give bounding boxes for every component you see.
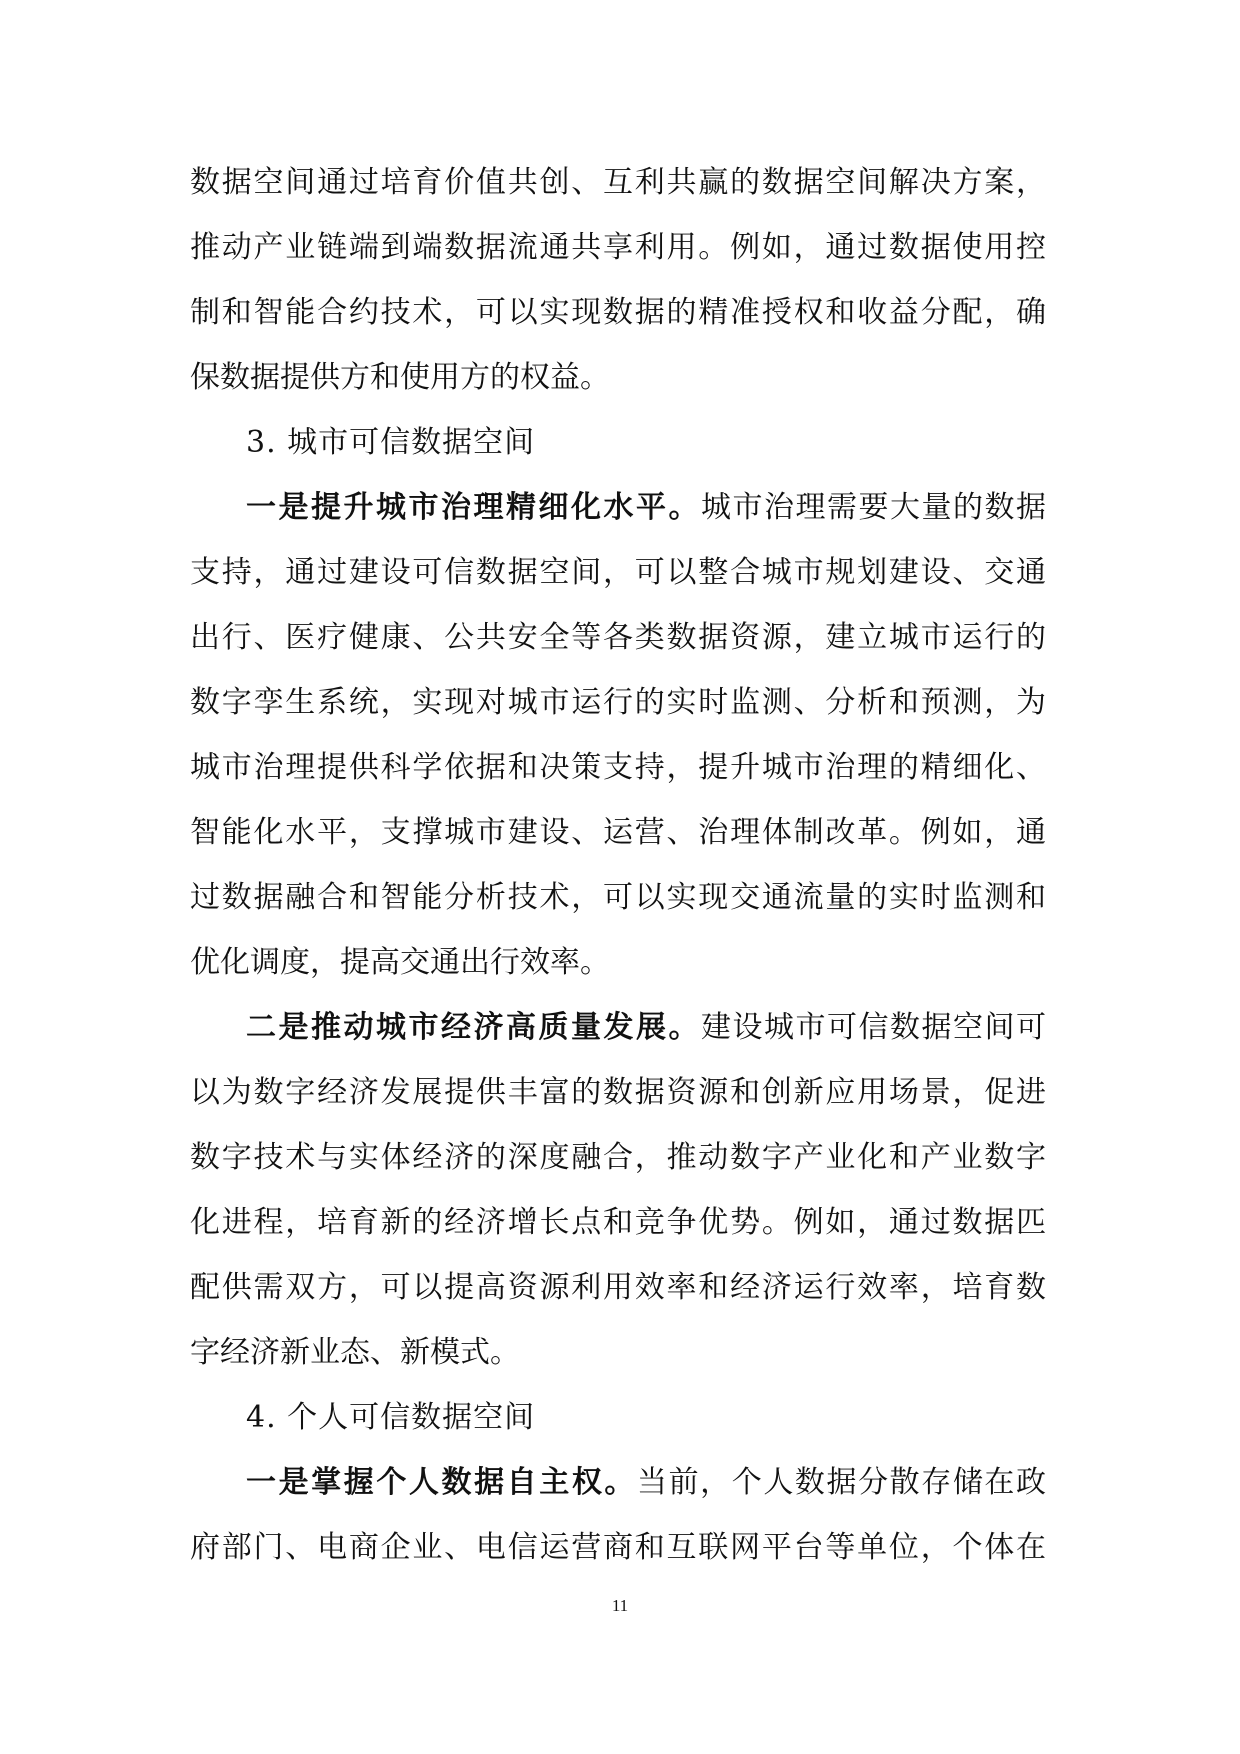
page-number: 11 <box>611 1596 629 1615</box>
text-line: 过数据融合和智能分析技术，可以实现交通流量的实时监测和 <box>190 880 1046 915</box>
text-line: 保数据提供方和使用方的权益。 <box>190 360 610 395</box>
text-line: 推动产业链端到端数据流通共享利用。例如，通过数据使用控 <box>190 230 1046 265</box>
text-line: 制和智能合约技术，可以实现数据的精准授权和收益分配，确 <box>190 295 1046 330</box>
bold-lead-phrase: 一是掌握个人数据自主权。 <box>246 1465 637 1500</box>
text-line: 府部门、电商企业、电信运营商和互联网平台等单位，个体在 <box>190 1530 1046 1565</box>
text-line: 配供需双方，可以提高资源利用效率和经济运行效率，培育数 <box>190 1270 1046 1305</box>
paragraph-first-line <box>190 475 1046 540</box>
paragraph-first-line <box>190 995 1046 1060</box>
text-line: 字经济新业态、新模式。 <box>190 1335 520 1370</box>
text-line: 城市治理提供科学依据和决策支持，提升城市治理的精细化、 <box>190 750 1046 785</box>
lead-line-rest: 城市治理需要大量的数据 <box>701 490 1046 525</box>
text-line: 数据空间通过培育价值共创、互利共赢的数据空间解决方案， <box>190 165 1046 200</box>
text-line: 数字技术与实体经济的深度融合，推动数字产业化和产业数字 <box>190 1140 1046 1175</box>
text-line: 优化调度，提高交通出行效率。 <box>190 945 610 980</box>
bold-lead-phrase: 二是推动城市经济高质量发展。 <box>246 1010 701 1045</box>
section-heading-personal-trusted-data-space: 4. 个人可信数据空间 <box>246 1400 536 1435</box>
section-heading-city-trusted-data-space: 3. 城市可信数据空间 <box>246 425 536 460</box>
body-text <box>190 150 1046 1580</box>
text-line: 数字孪生系统，实现对城市运行的实时监测、分析和预测，为 <box>190 685 1046 720</box>
text-line: 化进程，培育新的经济增长点和竞争优势。例如，通过数据匹 <box>190 1205 1046 1240</box>
lead-line-rest: 建设城市可信数据空间可 <box>701 1010 1046 1045</box>
paragraph-first-line <box>190 1450 1046 1515</box>
text-line: 以为数字经济发展提供丰富的数据资源和创新应用场景，促进 <box>190 1075 1046 1110</box>
text-line: 出行、医疗健康、公共安全等各类数据资源，建立城市运行的 <box>190 620 1046 655</box>
bold-lead-phrase: 一是提升城市治理精细化水平。 <box>246 490 701 525</box>
text-line: 智能化水平，支撑城市建设、运营、治理体制改革。例如，通 <box>190 815 1046 850</box>
lead-line-rest: 当前，个人数据分散存储在政 <box>637 1465 1046 1500</box>
text-line: 支持，通过建设可信数据空间，可以整合城市规划建设、交通 <box>190 555 1046 590</box>
